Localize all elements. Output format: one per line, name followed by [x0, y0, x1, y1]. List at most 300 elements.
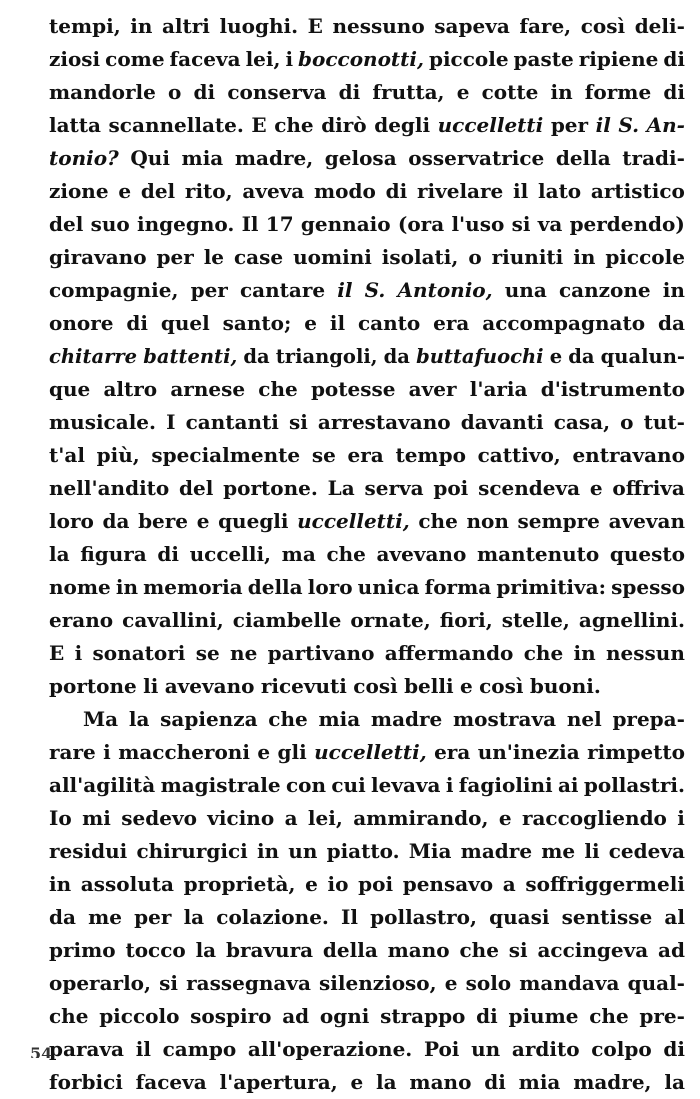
word: e [456, 80, 470, 104]
word: degli [374, 113, 431, 137]
word: la [376, 1070, 397, 1094]
word: zione [49, 179, 109, 203]
word: piume [508, 1004, 579, 1028]
word: in [573, 641, 596, 665]
text-line [49, 76, 685, 109]
word: la [664, 1070, 685, 1094]
word: a [284, 806, 298, 830]
word: entravano [572, 443, 685, 467]
text-line [49, 901, 685, 934]
word: si [288, 410, 308, 434]
word: nome [49, 575, 111, 599]
word: musicale. [49, 410, 156, 434]
text-line [49, 340, 685, 373]
word: chirurgici [136, 839, 248, 863]
word: altri [161, 14, 210, 38]
word: o [620, 410, 634, 434]
word: maccheroni [118, 740, 250, 764]
word: ingegno. [136, 212, 235, 236]
word: la [195, 938, 217, 962]
word: me [88, 905, 122, 929]
word: quel [160, 311, 210, 335]
word: mia [518, 1070, 561, 1094]
word: sospiro [190, 1004, 272, 1028]
word: si [159, 971, 178, 995]
text-line [49, 934, 685, 967]
word: silenzioso, [319, 971, 437, 995]
word: me [541, 839, 576, 863]
word: il [337, 278, 353, 302]
word: portone. [223, 476, 318, 500]
word: uccelletti [437, 113, 544, 137]
word: il [329, 311, 346, 335]
word: madre, [234, 146, 314, 170]
text-line [49, 1033, 685, 1066]
word: poi [358, 872, 394, 896]
word: que [49, 377, 91, 401]
word: della [555, 146, 611, 170]
word: dirò [321, 113, 367, 137]
word: canzone [558, 278, 651, 302]
text-line [49, 604, 685, 637]
word: e [118, 179, 132, 203]
word: va [537, 212, 563, 236]
word: qualun- [600, 345, 685, 368]
word: i [677, 806, 685, 830]
word: così [580, 14, 626, 38]
text-line [49, 142, 685, 175]
word: partivano [267, 641, 375, 665]
word: madre, [573, 1070, 652, 1094]
word: che [258, 377, 298, 401]
word: si [508, 938, 528, 962]
word: la [183, 905, 205, 929]
word: unica [357, 575, 420, 599]
word: lei, [307, 806, 343, 830]
word: più, [96, 443, 140, 467]
word: che [268, 707, 308, 731]
word: gennaio [300, 212, 391, 236]
word: ne [230, 641, 258, 665]
word: di [157, 542, 179, 566]
word: mano [409, 1070, 472, 1094]
text-line [49, 307, 685, 340]
text-line [49, 505, 685, 538]
word: E [307, 14, 323, 38]
word: e [350, 1070, 364, 1094]
word: mia [318, 707, 361, 731]
text-line [49, 10, 685, 43]
word: come [105, 47, 165, 71]
word: potesse [310, 377, 396, 401]
text-line [49, 670, 685, 703]
word: fagiolini [458, 773, 553, 797]
word: per [190, 278, 228, 302]
word: o [168, 80, 182, 104]
word: onore [49, 311, 114, 335]
word: campo [162, 1037, 237, 1061]
word: avevan [608, 509, 685, 533]
word: madre [370, 707, 443, 731]
word: di [385, 179, 408, 203]
word: e [549, 345, 563, 368]
word: la [49, 542, 70, 566]
word: cui [331, 773, 366, 797]
word: cotte [481, 80, 539, 104]
word: il [513, 179, 529, 203]
word: ai [557, 773, 579, 797]
text-line [49, 373, 685, 406]
word: così [353, 674, 398, 698]
word: il [135, 1037, 151, 1061]
word: e [498, 806, 512, 830]
word: latta [49, 113, 101, 137]
word: 17 [265, 212, 294, 236]
word: bocconotti, [298, 47, 424, 71]
word: bravura [225, 938, 314, 962]
word: ricevuti [260, 674, 347, 698]
word: tut- [643, 410, 685, 434]
word: arrestavano [317, 410, 451, 434]
word: primo [49, 938, 116, 962]
word: tempi, [49, 14, 121, 38]
word: e [304, 311, 317, 335]
word: t'al [49, 443, 85, 467]
word: questo [609, 542, 685, 566]
word: di [663, 1037, 685, 1061]
word: per [156, 245, 194, 269]
word: forbici [49, 1070, 123, 1094]
word: aveva [242, 179, 305, 203]
word: aver [408, 377, 457, 401]
word: osservatrice [408, 146, 545, 170]
word: frutta, [372, 80, 445, 104]
word: mostrava [453, 707, 557, 731]
text-line [49, 868, 685, 901]
word: nessuno [332, 14, 425, 38]
word: Io [49, 806, 72, 830]
word: da [243, 345, 270, 368]
word: Il [241, 212, 259, 236]
word: madre [460, 839, 533, 863]
word: avevano [164, 674, 255, 698]
word: della [247, 575, 303, 599]
text-line [49, 769, 685, 802]
word: scendeva [478, 476, 581, 500]
word: gli [277, 740, 307, 764]
word: specialmente [151, 443, 301, 467]
word: i [445, 773, 454, 797]
word: che [523, 641, 564, 665]
text-line [49, 472, 685, 505]
word: Poi [423, 1037, 460, 1061]
word: accingeva [537, 938, 649, 962]
word: una [504, 278, 547, 302]
word: I [166, 410, 176, 434]
word: bere [138, 509, 189, 533]
word: Il [341, 905, 358, 929]
word: e [305, 872, 318, 896]
text-line [49, 1000, 685, 1033]
word: che [418, 509, 458, 533]
word: davanti [460, 410, 544, 434]
text-line [49, 241, 685, 274]
word: i [285, 47, 294, 71]
word: e [459, 674, 473, 698]
word: li [143, 674, 159, 698]
word: buttafuochi [416, 345, 544, 368]
text-line [49, 571, 685, 604]
word: uomini [293, 245, 372, 269]
word: da [102, 509, 130, 533]
word: loro [307, 575, 353, 599]
word: e [196, 509, 210, 533]
word: ardito [511, 1037, 580, 1061]
word: prepa- [612, 707, 685, 731]
word: e [589, 476, 603, 500]
word: sapienza [160, 707, 258, 731]
word: che [49, 1004, 89, 1028]
word: stelle, [501, 608, 570, 632]
word: di [663, 47, 685, 71]
word: avevano [376, 542, 467, 566]
word: li [584, 839, 600, 863]
word: riuniti [491, 245, 564, 269]
word: quasi [489, 905, 550, 929]
word: un [288, 839, 318, 863]
word: ammirando, [353, 806, 489, 830]
word: uccelli, [189, 542, 272, 566]
word: case [233, 245, 284, 269]
word: di [126, 311, 148, 335]
word: offriva [612, 476, 685, 500]
text-line [49, 109, 685, 142]
word: assoluta [80, 872, 174, 896]
word: An- [646, 113, 685, 137]
word: battenti, [143, 345, 238, 368]
body-text [49, 10, 685, 1099]
word: con [285, 773, 326, 797]
word: in [573, 245, 596, 269]
word: mia [181, 146, 224, 170]
word: accompagnato [482, 311, 646, 335]
word: sonatori [92, 641, 186, 665]
word: nel [566, 707, 602, 731]
word: e [257, 740, 271, 764]
word: a [502, 872, 516, 896]
word: da [49, 905, 76, 929]
word: faceva [135, 1070, 207, 1094]
word: tempo [395, 443, 466, 467]
word: cedeva [608, 839, 685, 863]
word: luoghi. [219, 14, 299, 38]
word: mi [82, 806, 111, 830]
word: pre- [639, 1004, 685, 1028]
word: S. [618, 113, 640, 137]
word: loro [49, 509, 94, 533]
word: forme [584, 80, 652, 104]
word: era [347, 443, 384, 467]
word: le [203, 245, 225, 269]
word: ciambelle [232, 608, 342, 632]
word: lei, [245, 47, 281, 71]
word: si [511, 212, 531, 236]
word: buoni. [529, 674, 601, 698]
word: l'apertura, [219, 1070, 338, 1094]
word: se [195, 641, 220, 665]
word: primitiva: [496, 575, 606, 599]
text-line [49, 736, 685, 769]
text-line [49, 274, 685, 307]
word: quegli [218, 509, 289, 533]
word: la [128, 707, 150, 731]
word: per [550, 113, 589, 137]
word: triangoli, [275, 345, 378, 368]
word: chitarre [49, 345, 138, 368]
word: mantenuto [476, 542, 600, 566]
word: colpo [591, 1037, 652, 1061]
word: isolati, [381, 245, 459, 269]
word: memoria [143, 575, 243, 599]
word: piccole [605, 245, 685, 269]
word: mano [387, 938, 450, 962]
word: gelosa [324, 146, 397, 170]
word: che [274, 113, 314, 137]
word: della [322, 938, 378, 962]
word: io [327, 872, 349, 896]
word: cantare [240, 278, 326, 302]
word: arnese [170, 377, 246, 401]
word: l'uso [451, 212, 505, 236]
word: faceva [169, 47, 241, 71]
page-number: 54 [30, 1046, 53, 1058]
word: piccolo [99, 1004, 180, 1028]
word: da [657, 311, 685, 335]
word: di [484, 1070, 506, 1094]
word: Ma [83, 707, 119, 731]
word: che [589, 1004, 629, 1028]
word: figura [80, 542, 147, 566]
word: residui [49, 839, 128, 863]
text-line [49, 406, 685, 439]
word: i [74, 641, 83, 665]
word: compagnie, [49, 278, 179, 302]
word: La [327, 476, 355, 500]
word: ogni [319, 1004, 370, 1028]
word: rito, [184, 179, 233, 203]
word: S. [364, 278, 386, 302]
word: e [444, 971, 458, 995]
word: poi [433, 476, 469, 500]
word: un'inezia [477, 740, 580, 764]
word: di [663, 80, 685, 104]
word: parava [49, 1037, 125, 1061]
word: pensavo [402, 872, 494, 896]
word: raccogliendo [521, 806, 667, 830]
text-line [49, 1066, 685, 1099]
word: in [550, 80, 573, 104]
word: affermando [384, 641, 514, 665]
word: così [479, 674, 524, 698]
word: fiori, [439, 608, 493, 632]
word: vicino [207, 806, 275, 830]
word: operarlo, [49, 971, 151, 995]
word: o [468, 245, 482, 269]
word: (ora [397, 212, 445, 236]
word: deli- [634, 14, 685, 38]
word: cavallini, [122, 608, 224, 632]
word: belli [404, 674, 454, 698]
word: pollastri. [583, 773, 685, 797]
word: era [434, 740, 471, 764]
word: che [326, 542, 366, 566]
word: spesso [611, 575, 685, 599]
word: conserva [227, 80, 327, 104]
word: rassegnava [186, 971, 311, 995]
word: in [662, 278, 685, 302]
word: al [664, 905, 685, 929]
word: di [476, 1004, 498, 1028]
word: proprietà, [183, 872, 296, 896]
word: del [179, 476, 214, 500]
word: suo [90, 212, 130, 236]
word: qual- [627, 971, 685, 995]
word: ma [281, 542, 316, 566]
word: portone [49, 674, 137, 698]
word: non [466, 509, 509, 533]
text-line [49, 835, 685, 868]
word: un [471, 1037, 501, 1061]
word: modo [314, 179, 376, 203]
word: cattivo, [477, 443, 561, 467]
word: altro [103, 377, 158, 401]
word: il [595, 113, 611, 137]
word: per [134, 905, 172, 929]
word: tradi- [622, 146, 685, 170]
word: del [49, 212, 84, 236]
word: nell'andito [49, 476, 170, 500]
word: tocco [125, 938, 186, 962]
word: levava [371, 773, 441, 797]
text-line [49, 175, 685, 208]
word: serva [364, 476, 424, 500]
word: erano [49, 608, 114, 632]
word: che [459, 938, 499, 962]
word: fare, [519, 14, 572, 38]
text-line [49, 439, 685, 472]
word: mandava [519, 971, 620, 995]
word: piatto. [326, 839, 400, 863]
word: del [140, 179, 176, 203]
word: rare [49, 740, 96, 764]
word: se [311, 443, 336, 467]
text-line [49, 802, 685, 835]
word: santo; [222, 311, 292, 335]
word: solo [465, 971, 512, 995]
word: sapeva [434, 14, 510, 38]
word: era [433, 311, 470, 335]
word: cantanti [185, 410, 279, 434]
word: paste [513, 47, 574, 71]
text-line [49, 43, 685, 76]
word: rimpetto [587, 740, 685, 764]
word: lato [538, 179, 582, 203]
word: all'agilità [49, 773, 156, 797]
word: d'istrumento [540, 377, 685, 401]
word: piccole [428, 47, 509, 71]
word: ornate, [350, 608, 431, 632]
word: in [49, 872, 72, 896]
